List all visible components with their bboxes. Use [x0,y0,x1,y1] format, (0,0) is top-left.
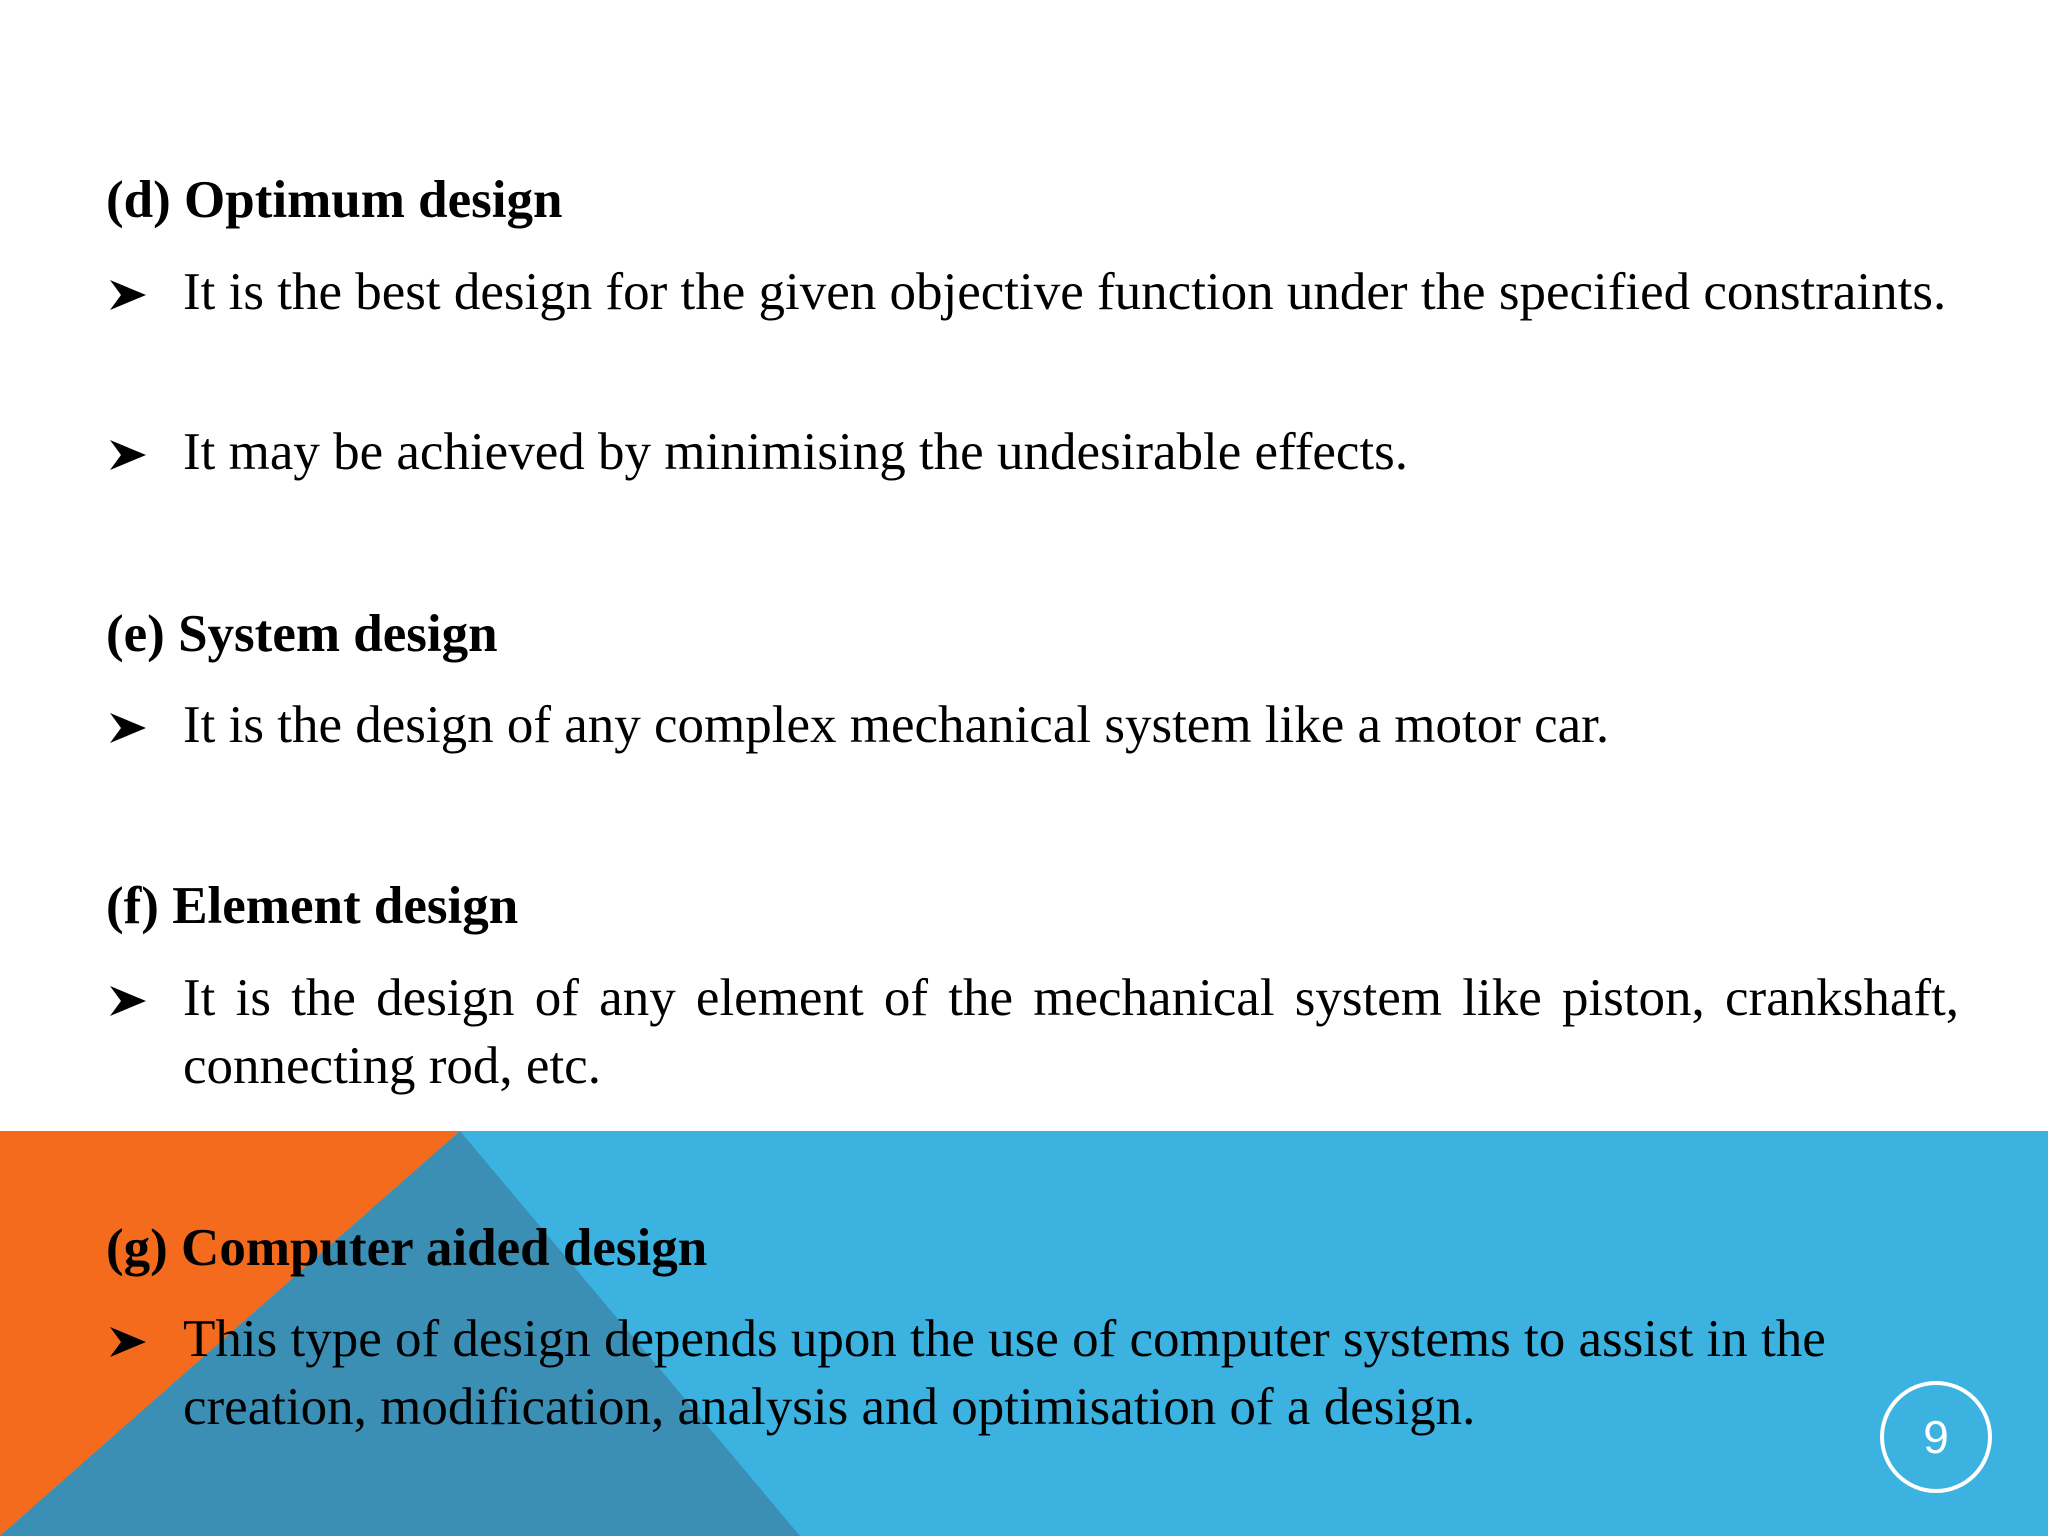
arrow-bullet-icon [106,1305,166,1373]
bullet-item [106,418,1959,486]
bullet-text: This type of design depends upon the use of computer systems to assist in the creation, modification, analysis and optimisation of a design. [183,1310,1826,1436]
bullet-item [106,258,1959,326]
arrow-bullet-icon [106,964,166,1032]
section-heading-computer-aided-design: (g) Computer aided design [106,1219,708,1277]
section-heading-optimum-design: (d) Optimum design [106,171,563,229]
bullet-text: It is the best design for the given objective function under the specified constraints. [183,263,1947,321]
section-heading-element-design: (f) Element design [106,877,519,935]
bullet-text: It is the design of any element of the mechanical system like piston, crankshaft, connecting rod, etc. [183,969,1959,1095]
bullet-text: It is the design of any complex mechanical system like a motor car. [183,696,1610,754]
bullet-item [106,1305,1959,1441]
arrow-bullet-icon [106,258,166,326]
arrow-bullet-icon [106,691,166,759]
section-heading-system-design: (e) System design [106,605,498,663]
page-number-badge: 9 [1880,1381,1992,1493]
bullet-item [106,691,1959,759]
bullet-text: It may be achieved by minimising the undesirable effects. [183,423,1409,481]
arrow-bullet-icon [106,418,166,486]
bullet-item [106,964,1959,1100]
